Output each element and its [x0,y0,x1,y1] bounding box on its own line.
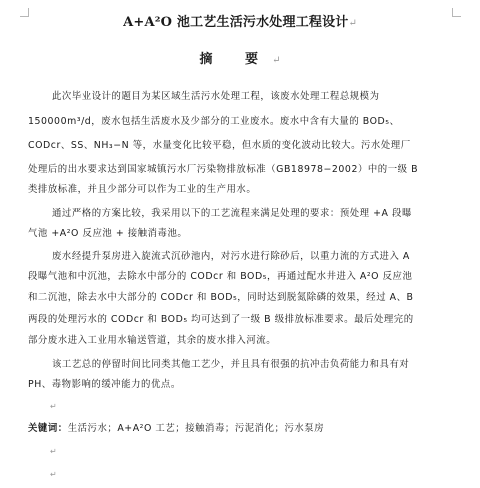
abstract-line-2: 150000m³/d，废水包括生活废水及少部分的工业废水。废水中含有大量的 BOD₅、 [28,116,400,127]
abstract-line-8: 废水经提升泵房进入旋流式沉砂池内，对污水进行除砂后，以重力流的方式进入 A [52,251,410,262]
abstract-line-7: 气池 +A²O 反应池 + 接触消毒池。 [28,228,188,239]
abstract-line-4: 处理后的出水要求达到国家城镇污水厂污染物排放标准（GB18978−2002）中的一级 B [28,164,419,175]
abstract-line-10: 和二沉池，除去水中大部分的 CODcr 和 BOD₅，同时达到脱氮除磷的效果，经过 A、B [28,292,414,303]
abstract-line-3: CODcr、SS、NH₃−N 等，水量变化比较平稳，但水质的变化波动比较大。污水处理厂 [28,140,411,151]
abstract-line-6: 通过严格的方案比较，我采用以下的工艺流程来满足处理的要求：预处理 +A 段曝 [52,208,412,219]
paragraph-mark: ↵ [348,18,357,29]
abstract-line-5: 类排放标准，并且少部分可以作为工业的生产用水。 [28,184,257,195]
abstract-line-12: 部分废水进入工业用水输送管道，其余的废水排入河流。 [28,335,277,346]
empty-paragraph-mark: ↵ [50,470,57,479]
paragraph-mark: ↵ [272,55,281,66]
abstract-line-13: 该工艺总的停留时间比同类其他工艺少，并且具有很强的抗冲击负荷能力和具有对 [52,359,410,370]
empty-paragraph-mark: ↵ [50,402,57,411]
abstract-heading [0,48,480,67]
keywords-text: 生活污水；A+A²O 工艺；接触消毒；污泥消化；污水泵房 [67,423,325,434]
keywords-label: 关键词： [28,423,68,434]
abstract-line-11: 两段的处理污水的 CODcr 和 BOD₅ 均可达到了一级 B 级排放标准要求。最后处理完的 [28,314,414,325]
abstract-heading-text: 摘 要 [199,52,273,67]
abstract-line-9: 段曝气池和中沉池，去除水中部分的 CODcr 和 BOD₅，再通过配水井进入 A²O 反应池 [28,271,413,282]
keywords-line [28,422,458,436]
abstract-line-14: PH、毒物影响的缓冲能力的优点。 [28,379,181,390]
empty-paragraph-mark: ↵ [50,447,57,456]
abstract-line-1: 此次毕业设计的题目为某区域生活污水处理工程，该废水处理工程总规模为 [52,91,380,102]
title-text: A+A²O 池工艺生活污水处理工程设计 [123,15,349,30]
document-title [0,11,480,30]
